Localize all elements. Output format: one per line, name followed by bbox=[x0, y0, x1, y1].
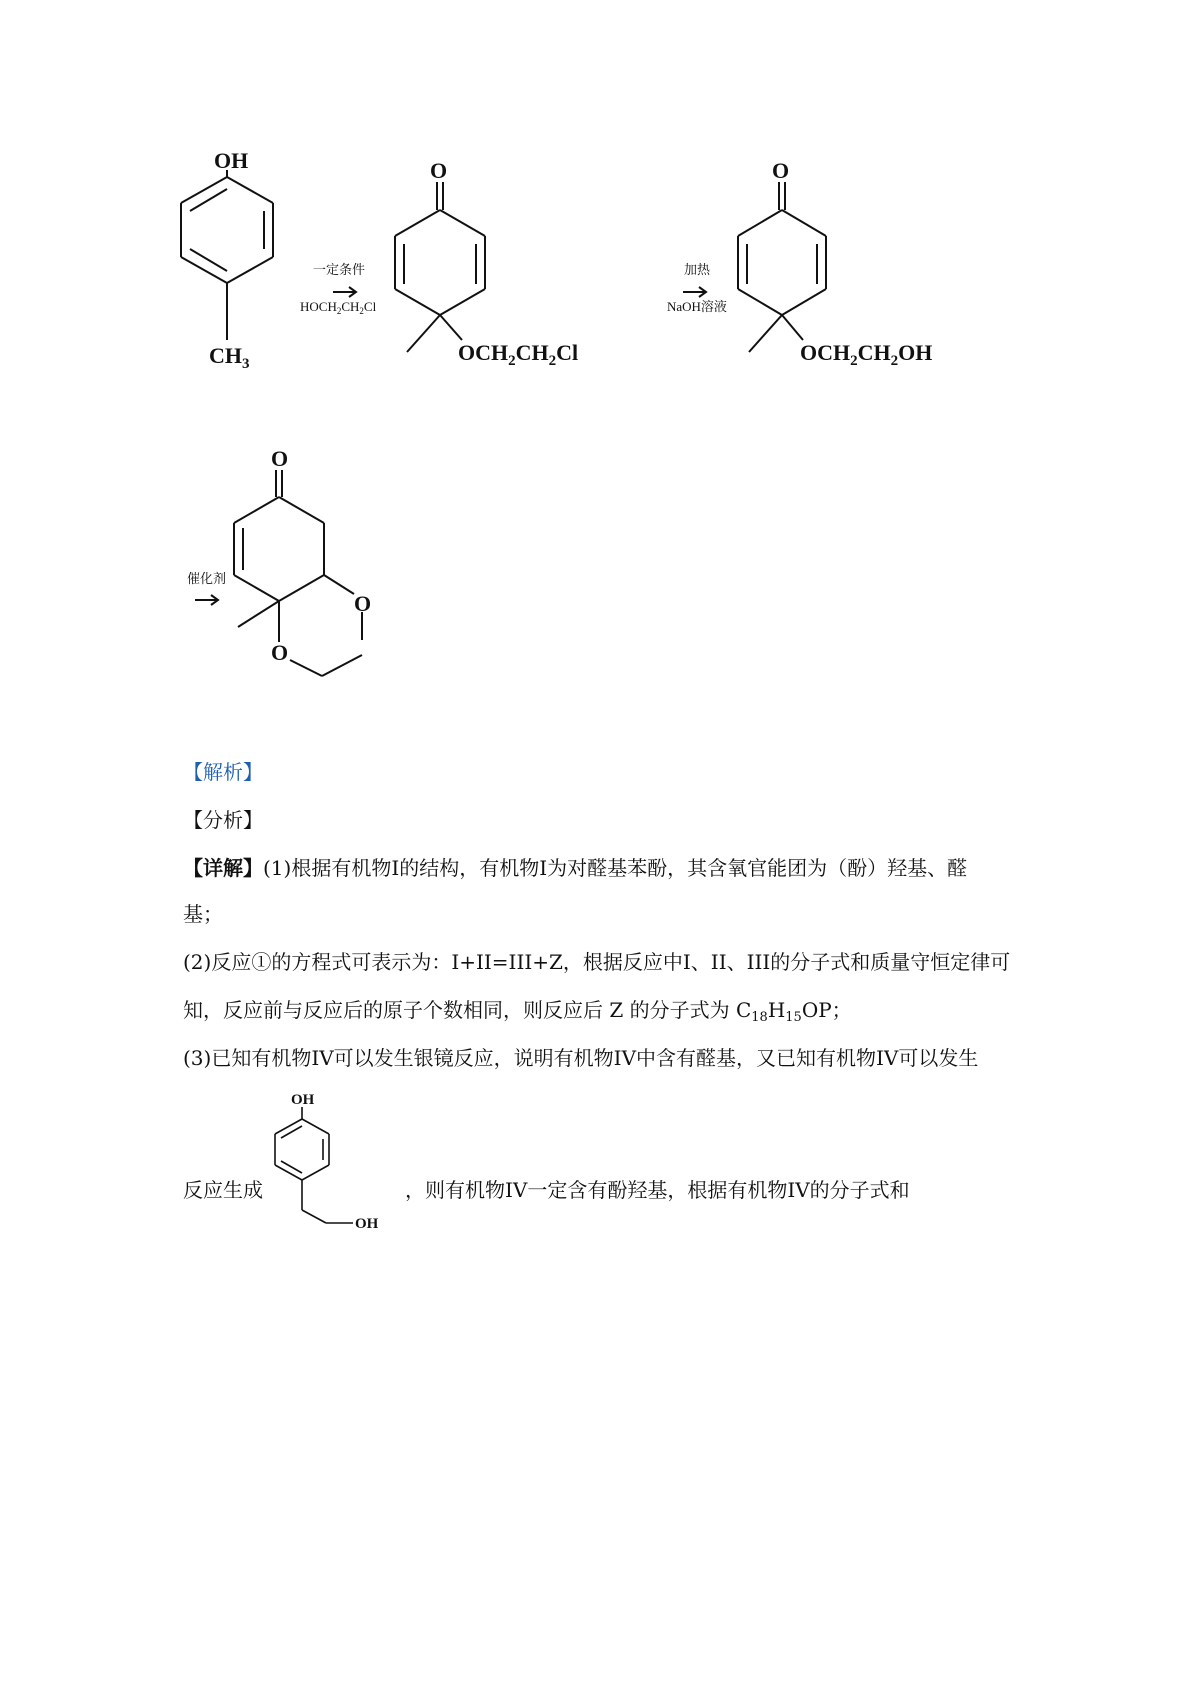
product-carbonyl-o: O bbox=[271, 446, 289, 471]
int2-chain-label: $OCH_2CH_2OH$ bbox=[800, 340, 933, 369]
cresol-ch3-label: $CH_3$ bbox=[209, 343, 250, 372]
detail-paragraph-2-line-1: (2)反应①的方程式可表示为：I+II=III+Z，根据反应中I、II、III的分子式和质量守恒定律可 bbox=[183, 950, 1011, 974]
product-ring-o-left: O bbox=[271, 640, 289, 665]
inline-chain-oh: OH bbox=[355, 1216, 379, 1232]
step2-condition: 加热 bbox=[684, 262, 711, 277]
p1-text: (1)根据有机物I的结构，有机物I为对醛基苯酚，其含氧官能团为（酚）羟基、醛 bbox=[263, 856, 968, 880]
detail-label: 【详解】 bbox=[183, 856, 263, 880]
reaction-scheme bbox=[0, 0, 1200, 700]
detail-paragraph-2-line-2 bbox=[183, 998, 1033, 1030]
p2-text: 知，反应前与反应后的原子个数相同，则反应后 Z 的分子式为 C bbox=[183, 998, 752, 1022]
formula-sub-c: 18 bbox=[751, 1010, 768, 1025]
hydroxyethyl-phenol-structure bbox=[260, 1085, 400, 1245]
formula-tail: OP； bbox=[801, 998, 852, 1022]
formula-sub-h: 15 bbox=[785, 1010, 802, 1025]
product-ring-o-right: O bbox=[354, 591, 372, 616]
inline-top-oh: OH bbox=[291, 1092, 315, 1108]
detail-paragraph-3-line-2-prefix: 反应生成 bbox=[183, 1178, 263, 1202]
int2-carbonyl-o: O bbox=[772, 158, 790, 183]
step1-reagent: $HOCH_2CH_2Cl$ bbox=[300, 299, 377, 316]
chloroethoxy-dienone-structure bbox=[395, 182, 485, 352]
detail-paragraph-1-line-2: 基； bbox=[183, 902, 223, 926]
step3-catalyst: 催化剂 bbox=[187, 571, 227, 586]
detail-paragraph-1-line-1 bbox=[183, 856, 1033, 880]
formula-h: H bbox=[767, 998, 786, 1022]
int1-chain-label: $OCH_2CH_2Cl$ bbox=[458, 340, 579, 369]
analysis-heading: 【解析】 bbox=[183, 760, 263, 784]
step1-condition: 一定条件 bbox=[313, 262, 366, 277]
bicyclic-product-structure bbox=[234, 470, 362, 676]
detail-paragraph-3-line-1: (3)已知有机物IV可以发生银镜反应，说明有机物IV中含有醛基，又已知有机物IV可以发生 bbox=[183, 1046, 979, 1070]
cresol-oh-label: OH bbox=[214, 148, 249, 173]
step2-reagent: NaOH溶液 bbox=[667, 299, 727, 314]
int1-carbonyl-o: O bbox=[430, 158, 448, 183]
detail-paragraph-3-line-2-suffix: ，则有机物IV一定含有酚羟基，根据有机物IV的分子式和 bbox=[405, 1178, 910, 1202]
hydroxyethoxy-dienone-structure bbox=[738, 182, 826, 352]
p-cresol-structure bbox=[181, 170, 273, 340]
analysis-subheading: 【分析】 bbox=[183, 808, 263, 832]
